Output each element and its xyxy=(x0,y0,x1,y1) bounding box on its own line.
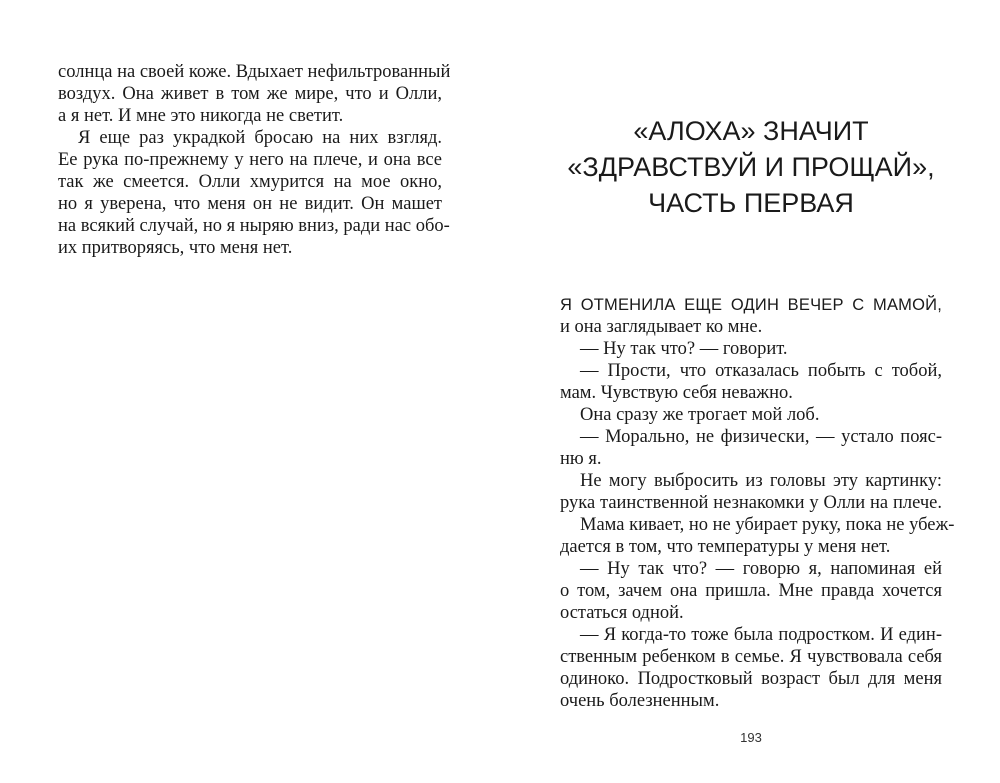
text-line: воздух. Она живет в том же мире, что и Олли, xyxy=(58,84,442,104)
text-line: а я нет. И мне это никогда не светит. xyxy=(58,106,344,126)
text-line: — Прости, что отказалась побыть с тобой, xyxy=(580,361,942,381)
chapter-title-line: «АЛОХА» ЗНАЧИТ xyxy=(633,116,869,146)
text-line: остаться одной. xyxy=(560,603,684,623)
text-line: но я уверена, что меня он не видит. Он машет xyxy=(58,194,442,214)
text-line: Мама кивает, но не убирает руку, пока не убеж- xyxy=(580,515,955,535)
text-line: Она сразу же трогает мой лоб. xyxy=(580,405,820,425)
text-line: — Морально, не физически, — устало пояс- xyxy=(580,427,942,447)
text-line: — Ну так что? — говорит. xyxy=(580,339,788,359)
text-line: — Ну так что? — говорю я, напоминая ей xyxy=(580,559,942,579)
text-line: дается в том, что температуры у меня нет. xyxy=(560,537,891,557)
text-line: Я еще раз украдкой бросаю на них взгляд. xyxy=(78,128,442,148)
chapter-opening-caps: Я ОТМЕНИЛА ЕЩЕ ОДИН ВЕЧЕР С МАМОЙ, xyxy=(560,296,942,314)
text-line: ню я. xyxy=(560,449,602,469)
text-line: мам. Чувствую себя неважно. xyxy=(560,383,793,403)
text-line: на всякий случай, но я ныряю вниз, ради нас обо- xyxy=(58,216,450,236)
text-line: Не могу выбросить из головы эту картинку: xyxy=(580,471,942,491)
chapter-title-line: ЧАСТЬ ПЕРВАЯ xyxy=(648,188,854,218)
right-page xyxy=(500,0,1000,783)
text-line: и она заглядывает ко мне. xyxy=(560,317,763,337)
text-line: одиноко. Подростковый возраст был для меня xyxy=(560,669,942,689)
text-line: о том, зачем она пришла. Мне правда хочется xyxy=(560,581,942,601)
chapter-title-line: «ЗДРАВСТВУЙ И ПРОЩАЙ», xyxy=(567,152,935,182)
text-line: рука таинственной незнакомки у Олли на плече. xyxy=(560,493,942,513)
text-line: так же смеется. Олли хмурится на мое окно, xyxy=(58,172,442,192)
text-line: солнца на своей коже. Вдыхает нефильтрованный xyxy=(58,62,451,82)
text-line: Ее рука по-прежнему у него на плече, и она все xyxy=(58,150,442,170)
text-line: очень болезненным. xyxy=(560,691,720,711)
text-line: — Я когда-то тоже была подростком. И един- xyxy=(580,625,942,645)
text-line: их притворяясь, что меня нет. xyxy=(58,238,293,258)
text-line: ственным ребенком в семье. Я чувствовала себя xyxy=(560,647,942,667)
page-number: 193 xyxy=(740,730,762,745)
